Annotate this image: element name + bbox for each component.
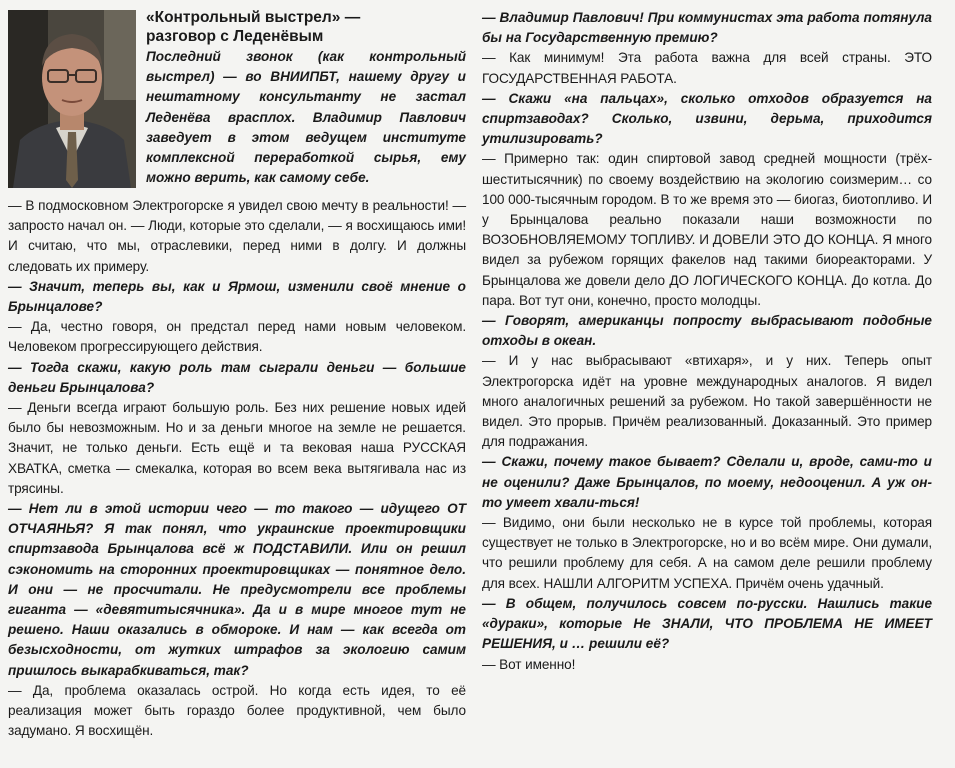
question-paragraph: — Нет ли в этой истории чего — то такого — идущего ОТ ОТЧАЯНЬЯ? Я так понял, что украинские проектировщики спиртзавода Брынцалова всё ж ПОДСТАВИЛИ. Или он решил сэкономить на сторонних проектировщиках — понятное дело. И они — не просчитали. Не предусмотрели все проблемы гиганта — «девятитысячника». Да и в мире многое тут не решено. Наши оказались в обмороке. И нам — как всегда от безысходности, от жутких штрафов за экологию самим пришлось выкарабкиваться, так? bbox=[8, 501, 466, 678]
answer-paragraph: — Да, честно говоря, он предстал перед нами новым человеком. Человеком прогрессирующего действия. bbox=[8, 319, 466, 355]
answer-paragraph: — Как минимум! Эта работа важна для всей страны. ЭТО ГОСУДАРСТВЕННАЯ РАБОТА. bbox=[482, 50, 932, 86]
header-text bbox=[146, 8, 466, 188]
answer-paragraph: — Примерно так: один спиртовой завод средней мощности (трёх-шеститысячник) по своему воздействию на экологию соизмерим… со 100 000-тысячным городом. В то же время это — биогаз, биотопливо. И у Брынцалова реально показали наши возможности по ВОЗОБНОВЛЯЕМОМУ ТОПЛИВУ. И ДОВЕЛИ ЭТО ДО КОНЦА. Я много видел за рубежом горящих факелов над такими биореакторами. У Брынцалова же довели дело ДО ЛОГИЧЕСКОГО КОНЦА. До котла. До пара. Вот тут они, конечно, просто молодцы. bbox=[482, 151, 932, 308]
question-paragraph: — Говорят, американцы попросту выбрасывают подобные отходы в океан. bbox=[482, 313, 932, 349]
portrait-photo bbox=[8, 10, 136, 188]
article-title-line2: разговор с Леденёвым bbox=[146, 28, 324, 45]
portrait-image bbox=[8, 10, 136, 188]
article-intro: Последний звонок (как контрольный выстрел) — во ВНИИПБТ, нашему другу и нештатному консультанту не застал Леденёва врасплох. Владимир Павлович заведует в этом ведущем институте комплексной переработкой сырья, ему можно верить, как самому себе. bbox=[146, 49, 466, 186]
answer-paragraph: — Видимо, они были несколько не в курсе той проблемы, которая существует не только в Электрогорске, но и во всём мире. Они думали, что решили проблему для себя. А на самом деле решили проблему для всех. НАШЛИ АЛГОРИТМ УСПЕХА. Причём очень удачный. bbox=[482, 515, 932, 591]
question-paragraph: — Тогда скажи, какую роль там сыграли деньги — большие деньги Брынцалова? bbox=[8, 359, 466, 395]
article-header bbox=[8, 8, 466, 190]
answer-paragraph: — В подмосковном Электрогорске я увидел свою мечту в реальности! — запросто начал он. — Люди, которые это сделали, — я восхищаюсь ими! И считаю, что мы, отраслевики, перед ними в долгу. И должны следовать их примеру. bbox=[8, 198, 466, 274]
right-column-body bbox=[482, 8, 932, 675]
question-paragraph: — Скажи, почему такое бывает? Сделали и, вроде, сами-то и не оценили? Даже Брынцалов, по моему, недооценил. А уж он-то умеет хвали-ться! bbox=[482, 454, 932, 510]
answer-paragraph: — Деньги всегда играют большую роль. Без них решение новых идей было бы невозможным. Но и за деньги многое на земле не решается. Значит, не только деньги. Есть ещё и та вековая наша РУССКАЯ ХВАТКА, сметка — смекалка, которая во всем века вытягивала нас из трясины. bbox=[8, 400, 466, 496]
question-paragraph: — Скажи «на пальцах», сколько отходов образуется на спиртзаводах? Сколько, извини, дерьма, приходится утилизировать? bbox=[482, 90, 932, 147]
answer-paragraph: — Вот именно! bbox=[482, 656, 576, 672]
left-column bbox=[8, 8, 466, 741]
question-paragraph: — В общем, получилось совсем по-русски. Нашлись такие «дураки», которые Не ЗНАЛИ, ЧТО ПРОБЛЕМА НЕ ИМЕЕТ РЕШЕНИЯ, и … решили её? bbox=[482, 595, 932, 652]
left-column-body bbox=[8, 196, 466, 741]
answer-paragraph: — И у нас выбрасывают «втихаря», и у них. Теперь опыт Электрогорска идёт на уровне международных аналогов. Я видел много аналогичных решений за рубежом. Но такой завершённости не видел. Это прорыв. Причём реализованный. Доказанный. Это пример для подражания. bbox=[482, 353, 932, 450]
right-column bbox=[482, 8, 932, 675]
answer-paragraph: — Да, проблема оказалась острой. Но когда есть идея, то её реализация может быть гораздо более продуктивной, чем было задумано. Я восхищён. bbox=[8, 682, 466, 739]
question-paragraph: — Владимир Павлович! При коммунистах эта работа потянула бы на Государственную премию? bbox=[482, 10, 932, 46]
question-paragraph: — Значит, теперь вы, как и Ярмош, изменили своё мнение о Брынцалове? bbox=[8, 278, 466, 315]
article-title-line1: «Контрольный выстрел» — bbox=[146, 9, 361, 26]
